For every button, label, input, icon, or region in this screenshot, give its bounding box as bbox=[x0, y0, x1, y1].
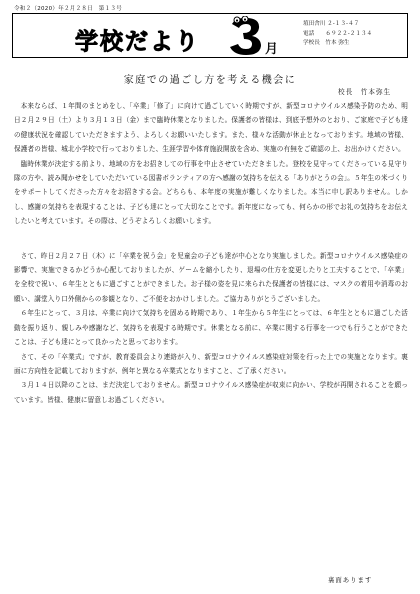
paragraph: ３月１４日以降のことは、まだ決定しておりません。新型コロナウイルス感染症が収束に向かい、学校が再開されることを願っています。皆様、健康に留意しお過ごしください。 bbox=[14, 381, 408, 404]
paragraph: さて、その「卒業式」ですが、教育委員会より連絡が入り、新型コロナウイルス感染症対策を行った上での実施となります。裏面に方向性を記載しておりますが、例年と異なる卒業式となりますこと、ご了承ください。 bbox=[14, 352, 408, 375]
article-body bbox=[14, 99, 408, 407]
school-phone: 電話 ６９２２-２１３４ bbox=[303, 30, 373, 37]
footer-note: 裏面あります bbox=[328, 576, 373, 584]
school-principal: 学校長 竹本 弥生 bbox=[303, 40, 350, 46]
issue-meta: 令和２（2020）年２月２８日 第１３号 bbox=[14, 6, 122, 12]
article-headline: 家庭での過ごし方を考える機会に bbox=[123, 75, 297, 86]
masthead-title: 学校だより bbox=[75, 29, 200, 55]
school-info bbox=[303, 20, 372, 49]
masthead bbox=[12, 13, 408, 58]
paragraph: 本来ならば、１年間のまとめをし、「卒業」「修了」に向けて過ごしていく時期ですが、新型コロナウイルス感染予防のため、明日２月２９日（土）より３月１３日（金）まで臨時休業となりました。保護者の皆様は、到底予想外のとおり、ご家庭で子ども達の健康状況を確認していただきますよう、よろしくお願いいたします。また、様々な活動が休止となっております。地域の皆様、保護者の皆様、城北小学校で行っておりました、生涯学習や体育施設開放を含め、実施の有無をご確認の上、お出かけください。 bbox=[14, 102, 408, 154]
paragraph: ６年生にとって、３月は、卒業に向けて気持ちを固める時期であり、１年生から５年生にとっては、６年生とともに過ごした活動を振り返り、親しみや感謝など、気持ちを表現する時期です。休業となる前に、卒業に関する行事を一つでも行うことができたことは、子ども達にとって良かったと思っております。 bbox=[14, 309, 408, 347]
paragraph: さて、昨日２月２７日（木）に「卒業を祝う会」を児童会の子ども達が中心となり実施しました。新型コロナウイルス感染症の影響で、実施できるかどうか心配しておりましたが、ゲームを縮小したり、退場の仕方を変更したりと工夫することで、「卒業」を全校で祝い、６年生とともに過ごすことができました。お子様の姿を見に来られた保護者の皆様には、マスクの着用や消毒のお願い、講堂入り口外側からの参観となり、ご不便をおかけしました。ご協力ありがとうございました。 bbox=[14, 251, 408, 303]
article-author: 校長 竹本弥生 bbox=[338, 88, 392, 96]
paragraph-spacer bbox=[14, 229, 408, 249]
paragraph: 臨時休業が決定する前より、地域の方をお招きしての行事を中止させていただきました。登校を見守ってくださっている見守り隊の方や、読み聞かせをしていただいている図書ボランティアの方へ感謝の気持ちを伝える「ありがとうの会」。５年生の米づくりをサポートしてくださった方々をお招きする会。どちらも、本年度の実施が難しくなりました。本当に申し訳ありません。しかし、感謝の気持ちを表現することは、子ども達にとって大切なことです。新年度になっても、何らかの形でお礼の気持ちをお伝えしたいと考えています。その際は、どうぞよろしくお願いします。 bbox=[14, 159, 408, 226]
month-suffix: 月 bbox=[265, 42, 279, 57]
school-address: 埴田舎川 ２-１３-４７ bbox=[303, 21, 360, 27]
